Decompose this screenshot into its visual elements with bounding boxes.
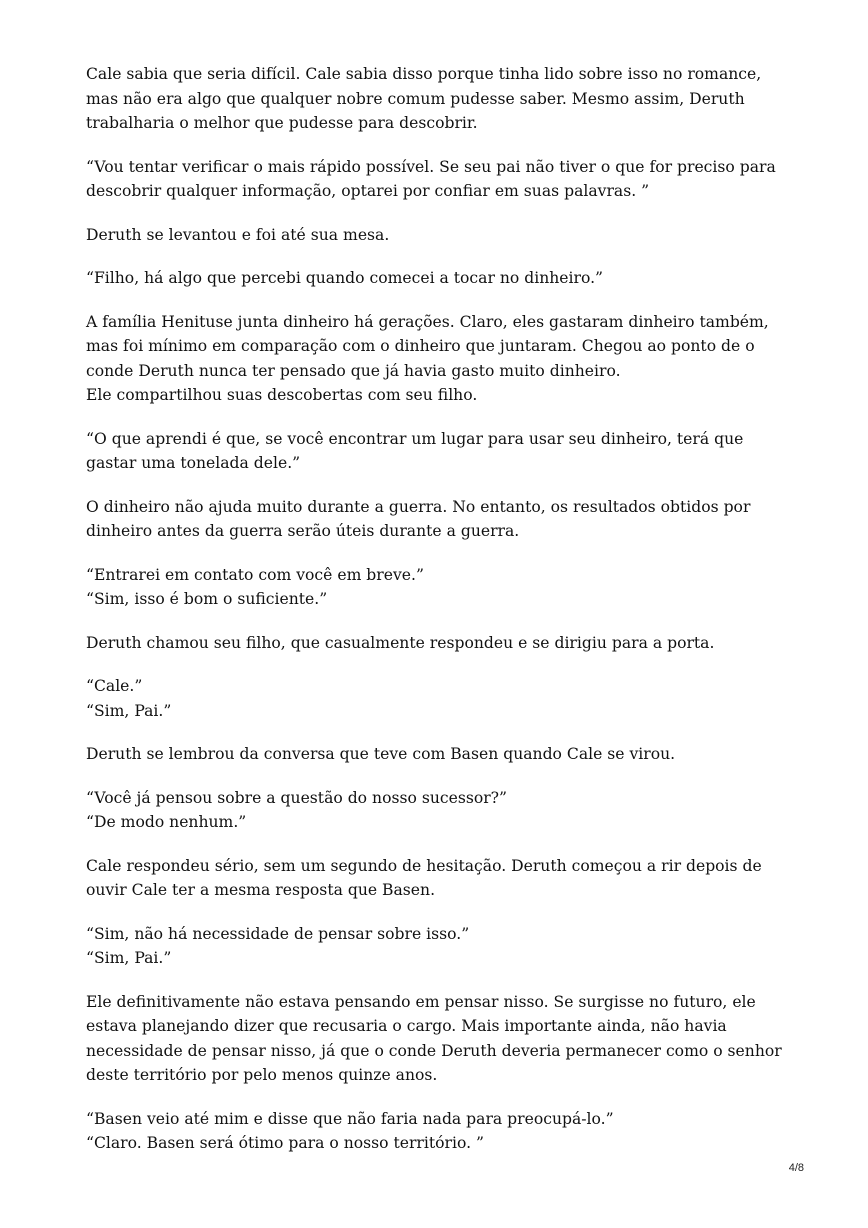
text-line: Deruth se levantou e foi até sua mesa. (86, 225, 390, 244)
paragraph (86, 990, 786, 1088)
text-line: trabalharia o melhor que pudesse para descobrir. (86, 114, 478, 132)
paragraph (86, 310, 786, 408)
text-line: “Vou tentar verificar o mais rápido possível. Se seu pai não tiver o que for preciso para (86, 157, 776, 176)
paragraph (86, 742, 786, 767)
text-line: Cale sabia que seria difícil. Cale sabia disso porque tinha lido sobre isso no romance, (86, 65, 762, 83)
paragraph (86, 854, 786, 903)
text-line: “Sim, isso é bom o suficiente.” (86, 590, 328, 608)
text-line: “Sim, não há necessidade de pensar sobre isso.” (86, 924, 470, 943)
text-line: “Basen veio até mim e disse que não faria nada para preocupá-lo.” (86, 1109, 614, 1128)
text-line: ouvir Cale ter a mesma resposta que Basen. (86, 881, 436, 899)
page-number: 4/8 (788, 1162, 804, 1174)
text-line: necessidade de pensar nisso, já que o conde Deruth deveria permanecer como o senhor (86, 1041, 782, 1060)
paragraph (86, 786, 786, 835)
paragraph (86, 62, 786, 136)
text-line: “Sim, Pai.” (86, 949, 172, 967)
text-line: “De modo nenhum.” (86, 813, 247, 831)
text-line: dinheiro antes da guerra serão úteis durante a guerra. (86, 522, 520, 540)
text-line: Cale respondeu sério, sem um segundo de hesitação. Deruth começou a rir depois de (86, 856, 762, 875)
text-line: deste território por pelo menos quinze anos. (86, 1066, 438, 1084)
text-line: “Claro. Basen será ótimo para o nosso território. ” (86, 1134, 484, 1152)
paragraph (86, 427, 786, 476)
text-line: Ele definitivamente não estava pensando em pensar nisso. Se surgisse no futuro, ele (86, 992, 756, 1011)
paragraph (86, 266, 786, 291)
text-line: “Sim, Pai.” (86, 701, 172, 720)
text-line: “Você já pensou sobre a questão do nosso sucessor?” (86, 788, 508, 807)
text-line: “O que aprendi é que, se você encontrar um lugar para usar seu dinheiro, terá que (86, 429, 744, 448)
paragraph (86, 922, 786, 971)
paragraph (86, 155, 786, 204)
text-line: mas foi mínimo em comparação com o dinheiro que juntaram. Chegou ao ponto de o (86, 337, 755, 355)
paragraph (86, 674, 786, 723)
text-line: conde Deruth nunca ter pensado que já havia gasto muito dinheiro. (86, 361, 621, 380)
text-line: Ele compartilhou suas descobertas com seu filho. (86, 386, 478, 404)
document-body (86, 62, 786, 1175)
paragraph (86, 631, 786, 656)
text-line: “Entrarei em contato com você em breve.” (86, 565, 424, 584)
text-line: descobrir qualquer informação, optarei por confiar em suas palavras. ” (86, 182, 650, 200)
paragraph (86, 563, 786, 612)
text-line: gastar uma tonelada dele.” (86, 454, 301, 472)
text-line: O dinheiro não ajuda muito durante a guerra. No entanto, os resultados obtidos por (86, 497, 751, 516)
paragraph (86, 495, 786, 544)
text-line: mas não era algo que qualquer nobre comum pudesse saber. Mesmo assim, Deruth (86, 89, 745, 108)
text-line: A família Henituse junta dinheiro há gerações. Claro, eles gastaram dinheiro também, (86, 312, 769, 331)
text-line: “Cale.” (86, 677, 143, 695)
text-line: estava planejando dizer que recusaria o cargo. Mais importante ainda, não havia (86, 1017, 727, 1035)
text-line: Deruth chamou seu filho, que casualmente respondeu e se dirigiu para a porta. (86, 633, 715, 652)
paragraph (86, 1107, 786, 1156)
text-line: Deruth se lembrou da conversa que teve com Basen quando Cale se virou. (86, 745, 676, 763)
text-line: “Filho, há algo que percebi quando comecei a tocar no dinheiro.” (86, 269, 604, 287)
paragraph (86, 223, 786, 248)
